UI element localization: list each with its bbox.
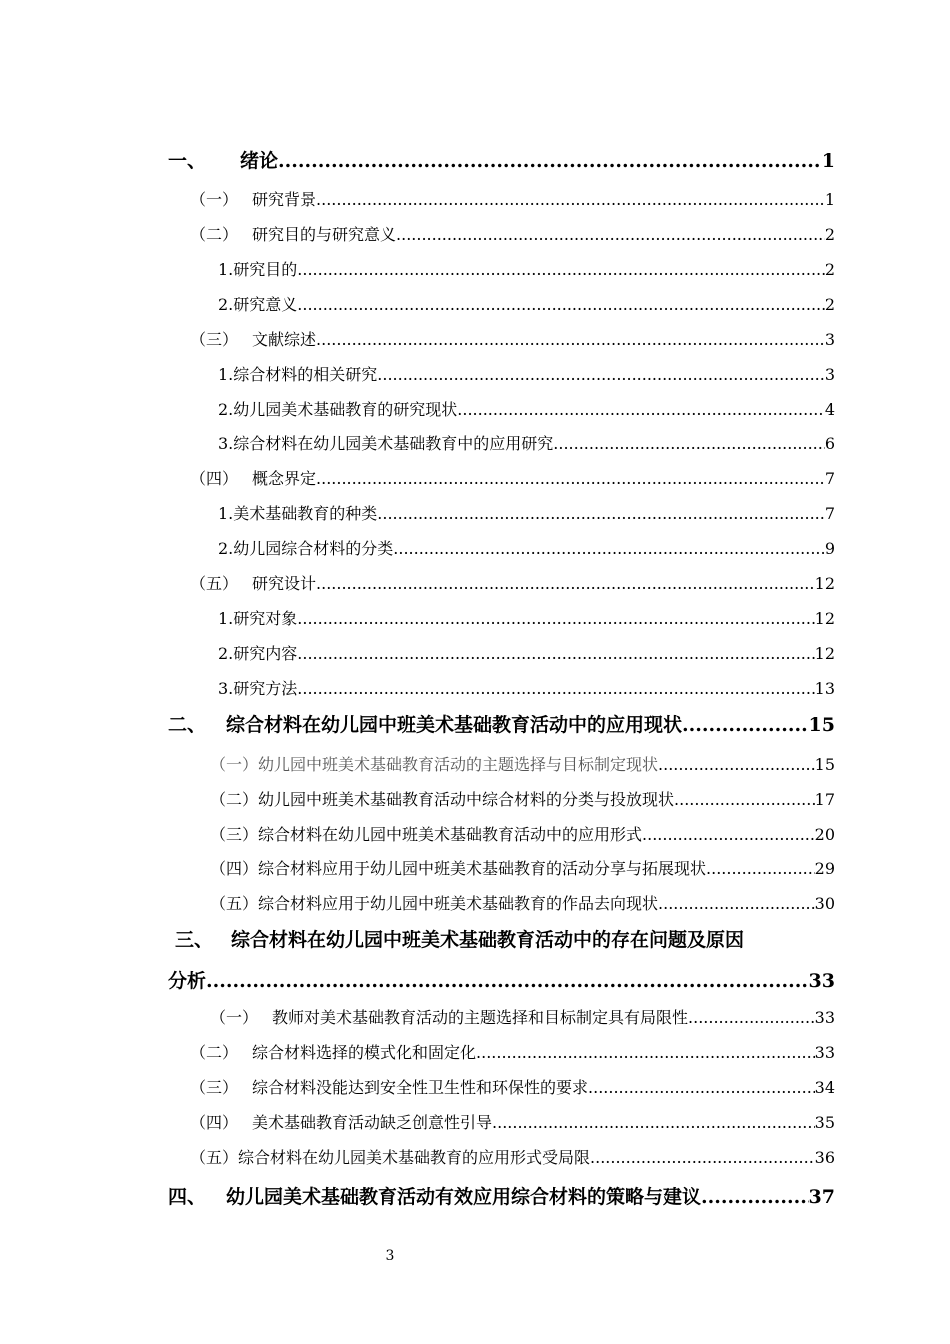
toc-page: 7: [824, 469, 835, 488]
toc-entry-chapter-1[interactable]: [168, 146, 835, 173]
toc-entry-chapter-3-line-2[interactable]: [168, 966, 835, 993]
toc-entry[interactable]: [218, 397, 835, 420]
toc-number: 四、: [168, 1186, 207, 1208]
toc-page: 15: [808, 714, 835, 736]
toc-title: 综合材料没能达到安全性卫生性和环保性的要求: [252, 1078, 589, 1097]
toc-page: 3: [824, 330, 835, 349]
toc-entry[interactable]: [210, 752, 835, 775]
toc-title: 1.研究对象: [218, 609, 298, 628]
toc-title: 概念界定: [252, 469, 317, 488]
toc-entry[interactable]: [218, 257, 835, 280]
dot-leader: [316, 190, 825, 209]
dot-leader: [658, 755, 815, 774]
dot-leader: [682, 714, 809, 736]
toc-title: 美术基础教育活动缺乏创意性引导: [252, 1113, 493, 1132]
toc-page: 12: [814, 574, 835, 593]
toc-entry[interactable]: [218, 431, 835, 454]
dot-leader: [492, 1113, 815, 1132]
toc-page: 7: [824, 504, 835, 523]
toc-title: 绪论: [240, 150, 279, 172]
toc-entry[interactable]: [210, 891, 835, 914]
toc-page: 17: [814, 790, 835, 809]
toc-title: 3.研究方法: [218, 679, 298, 698]
toc-page: 2: [824, 225, 835, 244]
toc-title: 幼儿园中班美术基础教育活动的主题选择与目标制定现状: [258, 755, 659, 774]
toc-page: 12: [814, 609, 835, 628]
toc-entry[interactable]: [210, 787, 835, 810]
toc-entry[interactable]: [190, 571, 835, 594]
dot-leader: [316, 469, 825, 488]
dot-leader: [377, 504, 825, 523]
toc-title: 2.研究内容: [218, 644, 298, 663]
toc-entry[interactable]: [218, 606, 835, 629]
dot-leader: [642, 825, 815, 844]
dot-leader: [590, 1148, 815, 1167]
toc-number: （四）: [210, 859, 259, 878]
toc-page: 35: [814, 1113, 835, 1132]
toc-title: 教师对美术基础教育活动的主题选择和目标制定具有局限性: [272, 1008, 689, 1027]
toc-page: 6: [824, 434, 835, 453]
dot-leader: [278, 150, 822, 172]
dot-leader: [316, 574, 815, 593]
toc-page: 15: [814, 755, 835, 774]
toc-title: 研究背景: [252, 190, 317, 209]
toc-title: 1.美术基础教育的种类: [218, 504, 378, 523]
toc-entry[interactable]: [190, 1145, 835, 1168]
toc-page: 30: [814, 894, 835, 913]
toc-number: （五）: [210, 894, 259, 913]
toc-page: 9: [824, 539, 835, 558]
toc-page: 34: [814, 1078, 835, 1097]
toc-number: （四）: [190, 1113, 239, 1132]
toc-title: 研究目的与研究意义: [252, 225, 397, 244]
toc-title: 综合材料在幼儿园美术基础教育的应用形式受局限: [238, 1148, 591, 1167]
toc-page: 20: [814, 825, 835, 844]
toc-entry[interactable]: [190, 222, 835, 245]
toc-entry-chapter-2[interactable]: [168, 710, 835, 737]
toc-page: 1: [821, 150, 835, 172]
toc-entry[interactable]: [218, 362, 835, 385]
toc-entry[interactable]: [190, 1110, 835, 1133]
toc-number: （五）: [190, 574, 239, 593]
toc-entry[interactable]: [218, 292, 835, 315]
dot-leader: [377, 365, 825, 384]
toc-number: （二）: [190, 1043, 239, 1062]
dot-leader: [706, 859, 815, 878]
toc-entry-chapter-3-line-1[interactable]: [175, 925, 744, 952]
toc-title: 文献综述: [252, 330, 317, 349]
dot-leader: [297, 295, 825, 314]
dot-leader: [297, 644, 814, 663]
toc-entry[interactable]: [190, 1040, 835, 1063]
toc-number: 二、: [168, 714, 207, 736]
toc-title: 研究设计: [252, 574, 317, 593]
toc-number: 三、: [175, 929, 214, 951]
toc-entry[interactable]: [210, 822, 835, 845]
toc-page: 4: [824, 400, 835, 419]
toc-number: （一）: [210, 755, 259, 774]
dot-leader: [396, 225, 825, 244]
toc-title: 分析: [168, 970, 207, 992]
toc-title: 综合材料在幼儿园中班美术基础教育活动中的存在问题及原因: [231, 929, 745, 951]
toc-number: （二）: [210, 790, 259, 809]
toc-entry[interactable]: [190, 1075, 835, 1098]
toc-number: （四）: [190, 469, 239, 488]
toc-title: 3.综合材料在幼儿园美术基础教育中的应用研究: [218, 434, 554, 453]
toc-number: 一、: [168, 150, 207, 172]
dot-leader: [674, 790, 815, 809]
toc-page: 29: [814, 859, 835, 878]
toc-title: 2.研究意义: [218, 295, 298, 314]
toc-page: 3: [824, 365, 835, 384]
toc-page: 2: [824, 260, 835, 279]
dot-leader: [688, 1008, 815, 1027]
toc-number: （二）: [190, 225, 239, 244]
toc-title: 2.幼儿园美术基础教育的研究现状: [218, 400, 458, 419]
toc-number: （三）: [210, 825, 259, 844]
toc-number: （五）: [190, 1148, 239, 1167]
toc-title: 综合材料应用于幼儿园中班美术基础教育的作品去向现状: [258, 894, 659, 913]
toc-page: 2: [824, 295, 835, 314]
toc-title: 幼儿园美术基础教育活动有效应用综合材料的策略与建议: [226, 1186, 702, 1208]
toc-entry[interactable]: [218, 676, 835, 699]
toc-title: 幼儿园中班美术基础教育活动中综合材料的分类与投放现状: [258, 790, 675, 809]
toc-number: （一）: [190, 190, 239, 209]
toc-page: 37: [808, 1186, 835, 1208]
toc-entry[interactable]: [218, 641, 835, 664]
toc-page: 33: [814, 1043, 835, 1062]
dot-leader: [297, 609, 814, 628]
dot-leader: [297, 260, 825, 279]
toc-page: 1: [824, 190, 835, 209]
toc-page: 13: [814, 679, 835, 698]
toc-title: 综合材料应用于幼儿园中班美术基础教育的活动分享与拓展现状: [258, 859, 707, 878]
toc-entry[interactable]: [218, 501, 835, 524]
toc-page: 33: [814, 1008, 835, 1027]
toc-page: 36: [814, 1148, 835, 1167]
toc-number: （一）: [210, 1008, 259, 1027]
toc-title: 1.研究目的: [218, 260, 298, 279]
dot-leader: [316, 330, 825, 349]
dot-leader: [297, 679, 814, 698]
toc-title: 综合材料选择的模式化和固定化: [252, 1043, 477, 1062]
toc-title: 综合材料在幼儿园中班美术基础教育活动中的应用现状: [226, 714, 683, 736]
toc-number: （三）: [190, 330, 239, 349]
toc-entry[interactable]: [218, 536, 835, 559]
toc-entry[interactable]: [210, 1005, 835, 1028]
dot-leader: [457, 400, 825, 419]
toc-entry-chapter-4[interactable]: [168, 1182, 835, 1209]
toc-entry[interactable]: [190, 187, 835, 210]
toc-title: 综合材料在幼儿园中班美术基础教育活动中的应用形式: [258, 825, 643, 844]
dot-leader: [588, 1078, 815, 1097]
dot-leader: [476, 1043, 815, 1062]
toc-page: 33: [808, 970, 835, 992]
page-number: 3: [385, 1248, 395, 1264]
toc-number: （三）: [190, 1078, 239, 1097]
toc-entry[interactable]: [210, 856, 835, 879]
toc-entry[interactable]: [190, 466, 835, 489]
dot-leader: [206, 970, 809, 992]
dot-leader: [393, 539, 825, 558]
dot-leader: [658, 894, 815, 913]
dot-leader: [553, 434, 825, 453]
dot-leader: [701, 1186, 809, 1208]
toc-entry[interactable]: [190, 327, 835, 350]
toc-title: 2.幼儿园综合材料的分类: [218, 539, 394, 558]
toc-title: 1.综合材料的相关研究: [218, 365, 378, 384]
toc-page: 12: [814, 644, 835, 663]
